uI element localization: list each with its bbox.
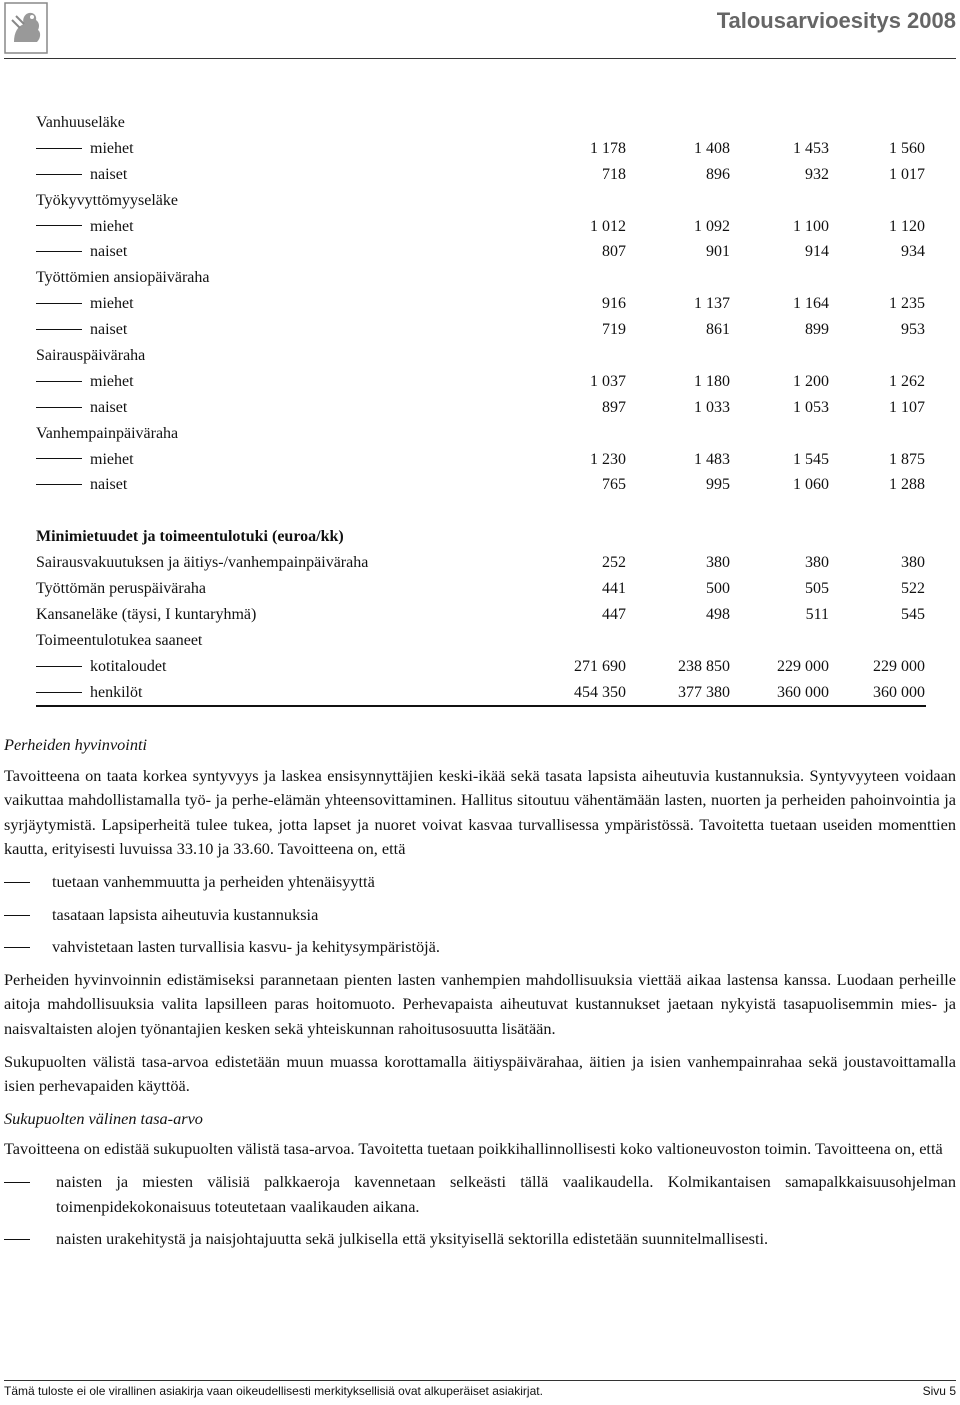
row-label-text: naiset	[90, 321, 128, 339]
row-value: 1 012	[590, 217, 626, 235]
list-item-text: tasataan lapsista aiheutuvia kustannuksia	[52, 904, 319, 924]
row-label	[36, 347, 145, 365]
row-value: 238 850	[678, 657, 730, 675]
row-value: 380	[706, 554, 730, 572]
row-label-text: naiset	[90, 398, 128, 416]
em-dash-mark	[36, 484, 82, 485]
row-value: 1 033	[694, 398, 730, 416]
row-value: 1 107	[889, 398, 925, 416]
row-value: 899	[805, 321, 829, 339]
row-value: 1 200	[793, 372, 829, 390]
row-label-text: miehet	[90, 139, 134, 157]
header-divider	[4, 58, 956, 59]
table-row	[0, 682, 960, 708]
em-dash-mark	[36, 381, 82, 382]
row-label-text: Työttömän peruspäiväraha	[36, 580, 206, 598]
list-item	[4, 870, 956, 895]
bullet-dash-mark	[4, 882, 30, 883]
row-label	[36, 192, 178, 210]
row-value: 1 545	[793, 450, 829, 468]
list-item	[4, 1170, 956, 1219]
row-label-text: Kansaneläke (täysi, I kuntaryhmä)	[36, 606, 257, 624]
row-value: 1 092	[694, 217, 730, 235]
equality-paragraph-1: Tavoitteena on edistää sukupuolten välistä tasa-arvoa. Tavoitetta tuetaan poikkihallinnollisesti koko valtioneuvoston toimin. Tavoitteena on, että	[4, 1139, 943, 1159]
row-value: 1 408	[694, 139, 730, 157]
table-row	[0, 190, 960, 216]
row-value: 447	[602, 606, 626, 624]
row-value: 1 178	[590, 139, 626, 157]
row-value: 500	[706, 580, 730, 598]
table-row	[0, 138, 960, 164]
row-label	[36, 554, 368, 572]
row-value: 1 100	[793, 217, 829, 235]
row-value: 522	[901, 580, 925, 598]
row-value: 545	[901, 606, 925, 624]
table-row	[0, 397, 960, 423]
row-value: 901	[706, 243, 730, 261]
row-label	[36, 140, 134, 158]
row-value: 1 120	[889, 217, 925, 235]
list-item-text: vahvistetaan lasten turvallisia kasvu- ja kehitysympäristöjä.	[52, 937, 440, 957]
table-row	[0, 164, 960, 190]
list-item-text: tuetaan vanhemmuutta ja perheiden yhtenäisyyttä	[52, 871, 375, 891]
row-value: 765	[602, 476, 626, 494]
row-value: 377 380	[678, 683, 730, 701]
row-value: 1 235	[889, 295, 925, 313]
row-label-text: Sairausvakuutuksen ja äitiys-/vanhempainpäiväraha	[36, 554, 369, 572]
em-dash-mark	[36, 329, 82, 330]
table-row	[0, 241, 960, 267]
benefits-table	[0, 112, 960, 708]
row-label-text: Vanhuuseläke	[36, 114, 125, 131]
table-row	[0, 474, 960, 500]
table-row	[0, 578, 960, 604]
row-label	[36, 166, 127, 184]
list-item	[4, 1227, 956, 1252]
row-label-text: Toimeentulotukea saaneet	[36, 631, 203, 649]
row-value: 498	[706, 606, 730, 624]
section-title-equality: Sukupuolten välinen tasa-arvo	[4, 1108, 203, 1128]
row-value: 1 262	[889, 372, 925, 390]
row-label-text: naiset	[90, 165, 128, 183]
row-value: 380	[805, 554, 829, 572]
families-paragraph-2: Perheiden hyvinvoinnin edistämiseksi parannetaan pienten lasten vanhempien mahdollisuuksia viettää aikaa lastensa kanssa. Luodaan perheille aitoja mahdollisuuksia valita lapsilleen paras hoitomuoto. Perhevapaista aiheutuvat kustannukset jaetaan nykyistä tasapuolisemmin mies- ja naisvaltaisten alojen työnantajien kesken sekä yhteiskunnan rahoitusosuutta lisätään.	[4, 969, 956, 1038]
row-value: 914	[805, 243, 829, 261]
row-value: 1 875	[889, 450, 925, 468]
em-dash-mark	[36, 692, 82, 693]
em-dash-mark	[36, 303, 82, 304]
row-value: 896	[706, 165, 730, 183]
table-row	[0, 216, 960, 242]
row-label	[36, 269, 210, 287]
row-value: 1 137	[694, 295, 730, 313]
row-label-text: Sairauspäiväraha	[36, 347, 146, 365]
row-label	[36, 218, 134, 236]
section-title-families: Perheiden hyvinvointi	[4, 735, 148, 754]
row-value: 360 000	[777, 683, 829, 701]
table-bottom-rule	[36, 705, 926, 707]
em-dash-mark	[36, 225, 82, 226]
table-row	[0, 371, 960, 397]
bullet-dash-mark	[4, 1182, 30, 1183]
table-row	[0, 656, 960, 682]
row-value: 1 017	[889, 165, 925, 183]
footer-note: Tämä tuloste ei ole virallinen asiakirja vaan oikeudellisesti merkityksellisiä ovat alkuperäiset asiakirjat.	[4, 1384, 543, 1398]
row-value: 1 180	[694, 372, 730, 390]
row-label-text: Työttömien ansiopäiväraha	[36, 269, 210, 287]
row-value: 995	[706, 476, 730, 494]
row-label-text: miehet	[90, 372, 134, 390]
list-item-text: naisten ja miesten välisiä palkkaeroja kavennetaan selkeästi tällä vaalikaudella. Kolmikantaisen samapalkkaisuusohjelman toimenpidekokonaisuus toteutetaan vaalikauden aikana.	[56, 1171, 956, 1216]
row-value: 718	[602, 165, 626, 183]
row-label-text: miehet	[90, 217, 134, 235]
table-row	[0, 630, 960, 656]
list-item	[4, 935, 956, 960]
row-label	[36, 399, 127, 417]
row-value: 1 560	[889, 139, 925, 157]
row-value: 932	[805, 165, 829, 183]
row-label	[36, 243, 127, 261]
page-header	[0, 0, 960, 56]
table-row	[0, 267, 960, 293]
row-label-text: naiset	[90, 476, 128, 494]
row-label	[36, 451, 134, 469]
em-dash-mark	[36, 666, 82, 667]
table-row	[0, 112, 960, 138]
row-label-text: kotitaloudet	[90, 657, 167, 675]
row-label	[36, 684, 142, 702]
lion-coat-of-arms-icon	[4, 2, 48, 54]
table-row	[0, 423, 960, 449]
table-row	[0, 552, 960, 578]
row-label-text: Vanhempainpäiväraha	[36, 424, 179, 442]
page-number: Sivu 5	[922, 1384, 956, 1398]
row-value: 1 453	[793, 139, 829, 157]
row-label-text: miehet	[90, 450, 134, 468]
table-row	[0, 345, 960, 371]
row-label-text: henkilöt	[90, 683, 143, 701]
row-label	[36, 373, 134, 391]
em-dash-mark	[36, 148, 82, 149]
row-value: 1 037	[590, 372, 626, 390]
row-value: 916	[602, 295, 626, 313]
row-value: 934	[901, 243, 925, 261]
row-value: 229 000	[873, 657, 925, 675]
families-paragraph-1: Tavoitteena on taata korkea syntyvyys ja laskea ensisynnyttäjien keski-ikää sekä tasata lapsista aiheutuvia kustannuksia. Syntyvyyteen voidaan vaikuttaa mahdollistamalla työ- ja perhe-elämän yhteensovittaminen. Hallitus sitoutuu vähentämään lasten, nuorten ja perheiden pahoinvointia ja syrjäytymistä. Lapsiperheitä tulee tukea, jotta lapset ja nuoret voivat kasvaa turvallisessa ympäristössä. Tavoitetta tuetaan useiden momenttien kautta, erityisesti luvuissa 33.10 ja 33.60. Tavoitteena on, että	[4, 765, 956, 859]
em-dash-mark	[36, 251, 82, 252]
row-label	[36, 606, 256, 624]
em-dash-mark	[36, 174, 82, 175]
families-paragraph-3: Sukupuolten välistä tasa-arvoa edistetään muun muassa korottamalla äitiyspäivärahaa, äitien ja isien vanhempainrahaa sekä joustavoittamalla isien perhevapaiden käyttöä.	[4, 1051, 956, 1096]
bullet-dash-mark	[4, 947, 30, 948]
row-value: 441	[602, 580, 626, 598]
row-value: 1 164	[793, 295, 829, 313]
row-label	[36, 321, 127, 339]
table-row	[0, 319, 960, 345]
row-value: 229 000	[777, 657, 829, 675]
row-label	[36, 658, 166, 676]
row-label	[36, 295, 134, 313]
list-item	[4, 903, 956, 928]
bullet-dash-mark	[4, 1239, 30, 1240]
row-value: 1 230	[590, 450, 626, 468]
table-spacer	[0, 500, 960, 526]
row-value: 1 483	[694, 450, 730, 468]
row-value: 1 288	[889, 476, 925, 494]
row-value: 454 350	[574, 683, 626, 701]
row-label	[36, 632, 202, 650]
row-value: 511	[805, 606, 829, 624]
list-item-text: naisten urakehitystä ja naisjohtajuutta sekä julkisella että yksityisellä sektorilla edistetään suunnitelmallisesti.	[56, 1229, 769, 1249]
em-dash-mark	[36, 458, 82, 459]
row-value: 807	[602, 243, 626, 261]
row-value: 360 000	[873, 683, 925, 701]
row-value: 252	[602, 554, 626, 572]
bullet-dash-mark	[4, 915, 30, 916]
row-value: 380	[901, 554, 925, 572]
row-label	[36, 476, 127, 494]
row-value: 505	[805, 580, 829, 598]
table-section-heading	[0, 526, 960, 552]
table-row	[0, 449, 960, 475]
table-row	[0, 604, 960, 630]
row-label-text: naiset	[90, 243, 128, 261]
row-value: 861	[706, 321, 730, 339]
footer-divider	[4, 1380, 956, 1381]
row-value: 953	[901, 321, 925, 339]
row-label	[36, 114, 125, 132]
families-bullet-list	[4, 870, 956, 960]
equality-bullet-list	[4, 1170, 956, 1252]
row-value: 897	[602, 398, 626, 416]
row-value: 1 060	[793, 476, 829, 494]
row-label-text: Työkyvyttömyyseläke	[36, 191, 178, 209]
row-value: 1 053	[793, 398, 829, 416]
table-row	[0, 293, 960, 319]
body-text	[4, 733, 956, 1260]
section-heading-text: Minimietuudet ja toimeentulotuki (euroa/kk)	[36, 528, 344, 546]
document-title: Talousarvioesitys 2008	[716, 8, 956, 33]
em-dash-mark	[36, 407, 82, 408]
row-label	[36, 425, 178, 443]
row-value: 719	[602, 321, 626, 339]
row-value: 271 690	[574, 657, 626, 675]
row-label	[36, 580, 206, 598]
row-label-text: miehet	[90, 295, 134, 313]
